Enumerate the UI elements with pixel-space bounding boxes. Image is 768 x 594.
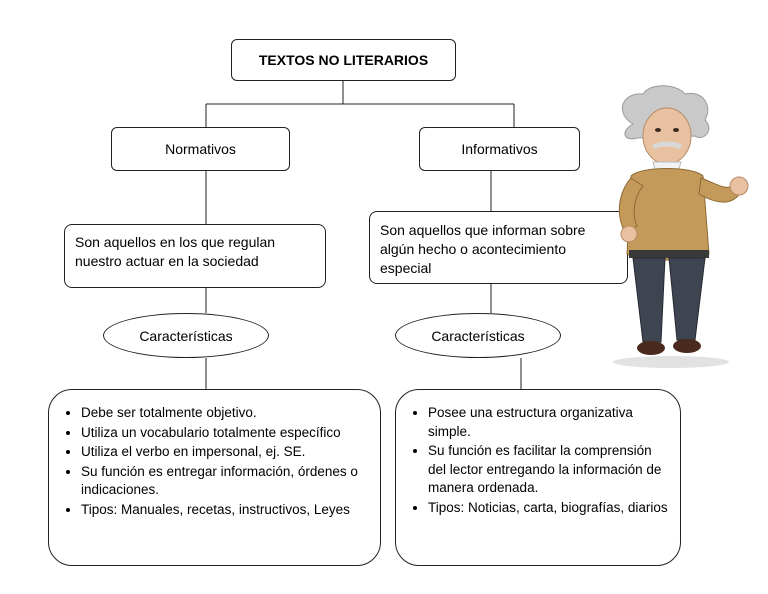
informativos-characteristics-ellipse [395,313,561,358]
informativos-description: Son aquellos que informan sobre algún hecho o acontecimiento especial [380,222,586,276]
main-title-box [231,39,456,81]
normativos-characteristics-ellipse [103,313,269,358]
scientist-figure-icon [585,84,755,374]
normativos-description-box [64,224,326,288]
normativos-characteristics-label: Características [139,327,233,344]
normativos-description: Son aquellos en los que regulan nuestro actuar en la sociedad [75,234,276,269]
normativos-characteristics-list-box [48,389,381,566]
main-title: TEXTOS NO LITERARIOS [258,51,429,68]
category-informativos-box [419,127,580,171]
list-item: • Tipos: Manuales, recetas, instructivos, Leyes [81,501,368,520]
category-informativos-label: Informativos [461,140,538,157]
informativos-characteristics-list-box [395,389,681,566]
informativos-characteristics-label: Características [431,327,525,344]
normativos-characteristics-list [63,404,368,519]
list-item: • Utiliza el verbo en impersonal, ej. SE. [81,443,368,462]
list-item: • Su función es facilitar la comprensión del lector entregando la información de manera ordenada. [428,442,668,498]
category-normativos-label: Normativos [165,140,236,157]
informativos-characteristics-list [410,404,668,517]
category-normativos-box [111,127,290,171]
list-item: • Tipos: Noticias, carta, biografías, diarios [428,499,668,518]
list-item: • Debe ser totalmente objetivo. [81,404,368,423]
list-item: • Posee una estructura organizativa simple. [428,404,668,441]
list-item: • Su función es entregar información, órdenes o indicaciones. [81,463,368,500]
list-item: • Utiliza un vocabulario totalmente específico [81,424,368,443]
